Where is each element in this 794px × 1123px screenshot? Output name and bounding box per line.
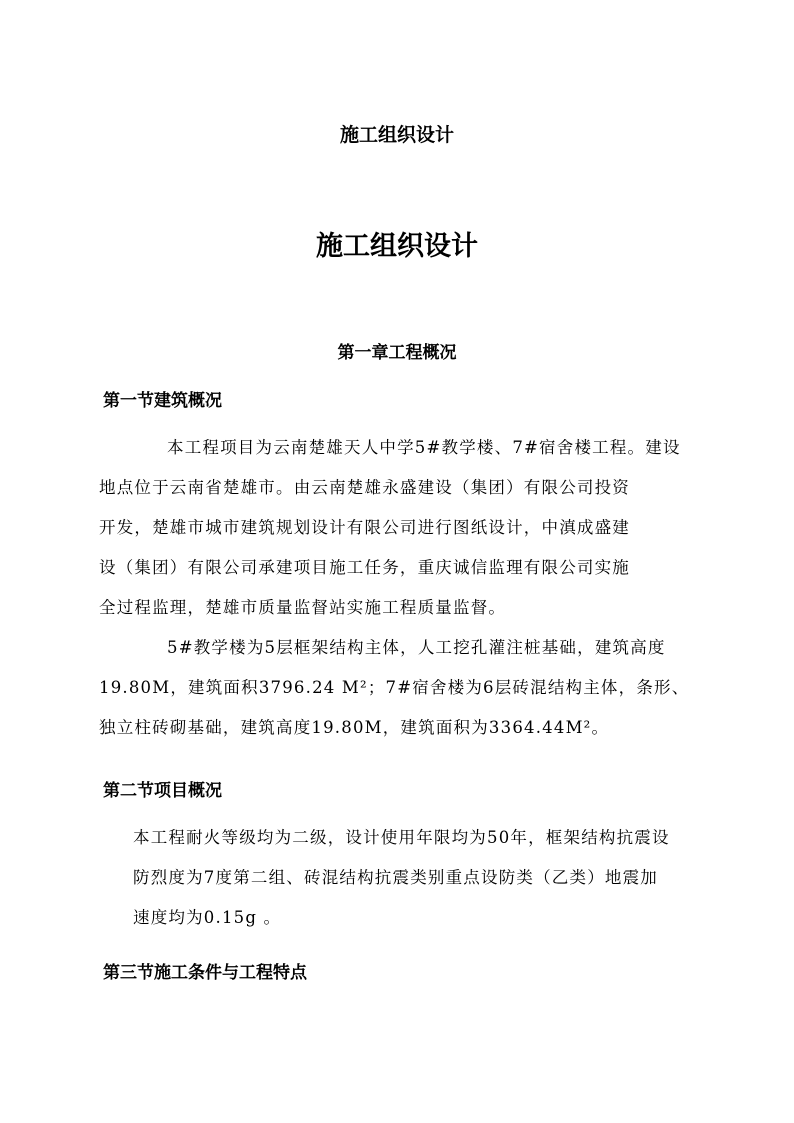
section-heading-1: 第一节建筑概况 (103, 391, 222, 411)
paragraph-line: 本工程耐火等级均为二级，设计使用年限均为50年，框架结构抗震设 (133, 828, 670, 847)
paragraph-line: 开发，楚雄市城市建筑规划设计有限公司进行图纸设计，中滇成盛建 (99, 518, 630, 537)
paragraph-line: 防烈度为7度第二组、砖混结构抗震类别重点设防类（乙类）地震加 (133, 868, 658, 887)
header-title: 施工组织设计 (339, 124, 454, 146)
paragraph-line: 地点位于云南省楚雄市。由云南楚雄永盛建设（集团）有限公司投资 (99, 478, 630, 497)
paragraph-line: 独立柱砖砌基础，建筑高度19.80M，建筑面积为3364.44M²。 (99, 718, 610, 737)
section-heading-3: 第三节施工条件与工程特点 (103, 963, 307, 983)
section-heading-2: 第二节项目概况 (103, 781, 222, 801)
paragraph-line: 本工程项目为云南楚雄天人中学5#教学楼、7#宿舍楼工程。建设 (167, 438, 681, 457)
paragraph-line: 速度均为0.15g 。 (133, 908, 282, 927)
section-1-body (99, 428, 703, 748)
paragraph-line: 全过程监理，楚雄市质量监督站实施工程质量监督。 (99, 598, 507, 617)
paragraph-line: 19.80M，建筑面积3796.24 M²；7#宿舍楼为6层砖混结构主体，条形、 (99, 678, 690, 697)
document-title: 施工组织设计 (316, 231, 478, 262)
paragraph-line: 5#教学楼为5层框架结构主体，人工挖孔灌注桩基础，建筑高度 (167, 638, 666, 657)
section-2-body (133, 818, 703, 938)
chapter-heading: 第一章工程概况 (337, 343, 457, 363)
paragraph-line: 设（集团）有限公司承建项目施工任务，重庆诚信监理有限公司实施 (99, 558, 630, 577)
